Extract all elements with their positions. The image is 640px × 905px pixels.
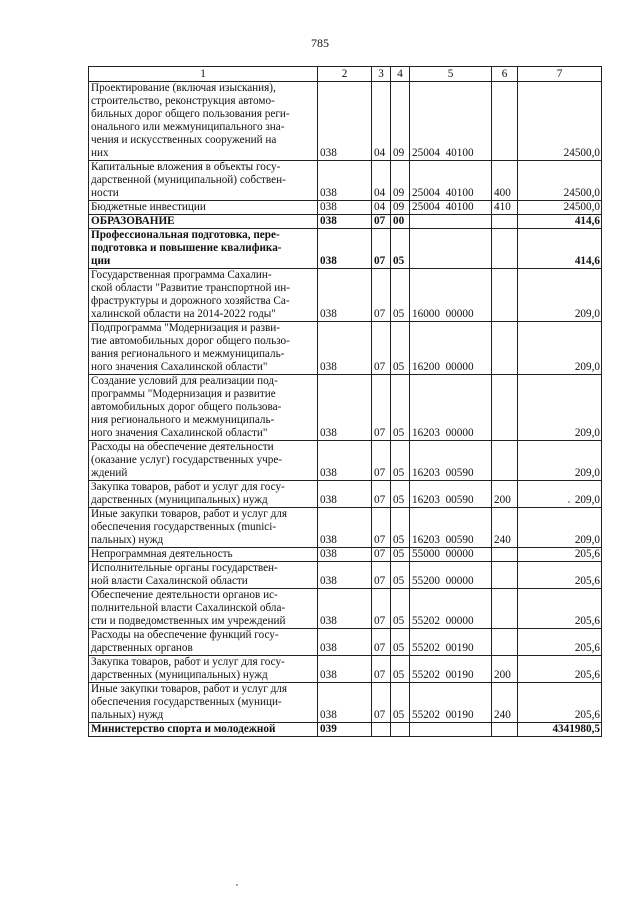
cell-amount: 24500,0 (518, 82, 602, 161)
cell-section: 04 (372, 161, 391, 201)
cell-expense-type (492, 229, 518, 269)
cell-target-article (410, 215, 492, 229)
cell-grbs: 038 (318, 269, 372, 322)
page-number: 785 (311, 36, 329, 50)
cell-amount: 4341980,5 (518, 723, 602, 737)
cell-section: 07 (372, 656, 391, 683)
cell-expense-type (492, 589, 518, 629)
cell-target-article: 25004 40100 (410, 161, 492, 201)
table-row (89, 629, 602, 656)
cell-subsection: 05 (391, 548, 410, 562)
scan-speck (568, 501, 570, 503)
cell-subsection: 05 (391, 322, 410, 375)
cell-expense-type (492, 375, 518, 441)
cell-target-article: 55202 00000 (410, 589, 492, 629)
table-row (89, 562, 602, 589)
table-row (89, 441, 602, 481)
column-header-section: 3 (372, 67, 391, 82)
cell-name: Подпрограмма "Модернизация и разви- тие автомобильных дорог общего пользо- вания регионального и межмуниципаль- ного значения Сахалинской области" (89, 322, 318, 375)
table-row (89, 82, 602, 161)
cell-expense-type: 240 (492, 683, 518, 723)
cell-grbs: 038 (318, 481, 372, 508)
cell-section: 04 (372, 82, 391, 161)
cell-grbs: 038 (318, 562, 372, 589)
cell-amount: 414,6 (518, 215, 602, 229)
cell-subsection: 05 (391, 629, 410, 656)
cell-grbs: 038 (318, 229, 372, 269)
cell-section: 04 (372, 201, 391, 215)
cell-name: Государственная программа Сахалин- ской области "Развитие транспортной ин- фраструктуры и дорожного хозяйства Са- халинской области на 2014-2022 годы" (89, 269, 318, 322)
cell-expense-type: 200 (492, 481, 518, 508)
cell-name: Исполнительные органы государствен- ной власти Сахалинской области (89, 562, 318, 589)
cell-target-article: 16203 00590 (410, 508, 492, 548)
cell-grbs: 038 (318, 215, 372, 229)
cell-grbs: 038 (318, 322, 372, 375)
column-header-name: 1 (89, 67, 318, 82)
cell-grbs: 038 (318, 441, 372, 481)
table-row (89, 161, 602, 201)
cell-amount: 205,6 (518, 656, 602, 683)
cell-amount: 209,0 (518, 375, 602, 441)
cell-target-article: 16000 00000 (410, 269, 492, 322)
cell-section: 07 (372, 683, 391, 723)
cell-grbs: 038 (318, 629, 372, 656)
cell-target-article: 55202 00190 (410, 629, 492, 656)
table-row (89, 322, 602, 375)
cell-grbs: 038 (318, 508, 372, 548)
cell-expense-type: 410 (492, 201, 518, 215)
cell-name: Обеспечение деятельности органов ис- полнительной власти Сахалинской обла- сти и подведомственных им учреждений (89, 589, 318, 629)
cell-target-article: 16200 00000 (410, 322, 492, 375)
cell-section: 07 (372, 508, 391, 548)
cell-amount: 414,6 (518, 229, 602, 269)
cell-target-article: 55202 00190 (410, 656, 492, 683)
cell-section: 07 (372, 229, 391, 269)
cell-amount: 205,6 (518, 562, 602, 589)
cell-target-article: 16203 00590 (410, 441, 492, 481)
cell-section: 07 (372, 269, 391, 322)
column-header-target-article: 5 (410, 67, 492, 82)
cell-subsection: 09 (391, 161, 410, 201)
cell-subsection (391, 723, 410, 737)
table-row (89, 201, 602, 215)
cell-subsection: 05 (391, 375, 410, 441)
cell-grbs: 038 (318, 375, 372, 441)
table-row (89, 481, 602, 508)
cell-expense-type (492, 548, 518, 562)
cell-target-article: 16203 00000 (410, 375, 492, 441)
table-row (89, 656, 602, 683)
table-row (89, 508, 602, 548)
table-row (89, 215, 602, 229)
cell-name: Расходы на обеспечение функций госу- дарственных органов (89, 629, 318, 656)
cell-grbs: 039 (318, 723, 372, 737)
budget-table (88, 66, 602, 737)
column-header-amount: 7 (518, 67, 602, 82)
cell-subsection: 05 (391, 441, 410, 481)
cell-section: 07 (372, 589, 391, 629)
cell-name: ОБРАЗОВАНИЕ (89, 215, 318, 229)
cell-section: 07 (372, 375, 391, 441)
cell-section: 07 (372, 441, 391, 481)
cell-section: 07 (372, 215, 391, 229)
cell-name: Закупка товаров, работ и услуг для госу- дарственных (муниципальных) нужд (89, 481, 318, 508)
cell-name: Иные закупки товаров, работ и услуг для обеспечения государственных (munici- пальных) нужд (89, 508, 318, 548)
cell-grbs: 038 (318, 201, 372, 215)
cell-expense-type (492, 629, 518, 656)
cell-expense-type (492, 723, 518, 737)
column-header-grbs: 2 (318, 67, 372, 82)
cell-subsection: 05 (391, 508, 410, 548)
cell-subsection: 05 (391, 562, 410, 589)
cell-amount: 209,0 (518, 441, 602, 481)
cell-amount: 205,6 (518, 548, 602, 562)
table-row (89, 589, 602, 629)
cell-name: Проектирование (включая изыскания), строительство, реконструкция автомо- бильных дорог общего пользования реги- онального или межмуниципального зна- чения и искусственных сооружений на них (89, 82, 318, 161)
cell-amount: 205,6 (518, 683, 602, 723)
cell-expense-type (492, 441, 518, 481)
cell-grbs: 038 (318, 82, 372, 161)
cell-subsection: 09 (391, 82, 410, 161)
table-row (89, 375, 602, 441)
cell-section: 07 (372, 322, 391, 375)
cell-name: Расходы на обеспечение деятельности (оказание услуг) государственных учре- ждений (89, 441, 318, 481)
cell-amount: 209,0 (518, 269, 602, 322)
cell-expense-type (492, 322, 518, 375)
table-row (89, 229, 602, 269)
cell-target-article: 55202 00190 (410, 683, 492, 723)
cell-name: Министерство спорта и молодежной (89, 723, 318, 737)
cell-amount: 24500,0 (518, 201, 602, 215)
cell-expense-type (492, 82, 518, 161)
table-row (89, 548, 602, 562)
cell-target-article: 25004 40100 (410, 201, 492, 215)
cell-target-article (410, 723, 492, 737)
cell-expense-type (492, 562, 518, 589)
cell-expense-type (492, 215, 518, 229)
cell-grbs: 038 (318, 161, 372, 201)
cell-expense-type: 400 (492, 161, 518, 201)
table-body (89, 82, 602, 737)
cell-target-article: 55200 00000 (410, 562, 492, 589)
cell-grbs: 038 (318, 656, 372, 683)
cell-expense-type: 200 (492, 656, 518, 683)
scan-speck (236, 884, 238, 886)
cell-section: 07 (372, 548, 391, 562)
cell-amount: 209,0 (518, 508, 602, 548)
cell-amount: 24500,0 (518, 161, 602, 201)
column-header-subsection: 4 (391, 67, 410, 82)
cell-name: Создание условий для реализации под- программы "Модернизация и развитие автомобильных дорог общего пользова- ния регионального и межмуниципаль- ного значения Сахалинской области" (89, 375, 318, 441)
cell-target-article: 55000 00000 (410, 548, 492, 562)
cell-amount: 205,6 (518, 629, 602, 656)
cell-expense-type: 240 (492, 508, 518, 548)
cell-amount: 209,0 (518, 481, 602, 508)
cell-amount: 209,0 (518, 322, 602, 375)
cell-grbs: 038 (318, 548, 372, 562)
cell-subsection: 05 (391, 481, 410, 508)
column-header-expense-type: 6 (492, 67, 518, 82)
table-row (89, 683, 602, 723)
cell-subsection: 00 (391, 215, 410, 229)
cell-target-article (410, 229, 492, 269)
cell-grbs: 038 (318, 589, 372, 629)
cell-name: Закупка товаров, работ и услуг для госу- дарственных (муниципальных) нужд (89, 656, 318, 683)
cell-target-article: 16203 00590 (410, 481, 492, 508)
table-row (89, 723, 602, 737)
cell-subsection: 09 (391, 201, 410, 215)
table-row (89, 269, 602, 322)
cell-name: Капитальные вложения в объекты госу- дарственной (муниципальной) собствен- ности (89, 161, 318, 201)
column-number-header (89, 67, 602, 82)
cell-subsection: 05 (391, 589, 410, 629)
cell-name: Иные закупки товаров, работ и услуг для обеспечения государственных (муници- пальных) нужд (89, 683, 318, 723)
cell-amount: 205,6 (518, 589, 602, 629)
cell-section (372, 723, 391, 737)
cell-subsection: 05 (391, 269, 410, 322)
cell-section: 07 (372, 562, 391, 589)
cell-subsection: 05 (391, 683, 410, 723)
cell-name: Непрограммная деятельность (89, 548, 318, 562)
cell-section: 07 (372, 629, 391, 656)
cell-section: 07 (372, 481, 391, 508)
cell-target-article: 25004 40100 (410, 82, 492, 161)
cell-subsection: 05 (391, 656, 410, 683)
cell-name: Профессиональная подготовка, пере- подготовка и повышение квалифика- ции (89, 229, 318, 269)
cell-expense-type (492, 269, 518, 322)
cell-name: Бюджетные инвестиции (89, 201, 318, 215)
cell-grbs: 038 (318, 683, 372, 723)
cell-subsection: 05 (391, 229, 410, 269)
